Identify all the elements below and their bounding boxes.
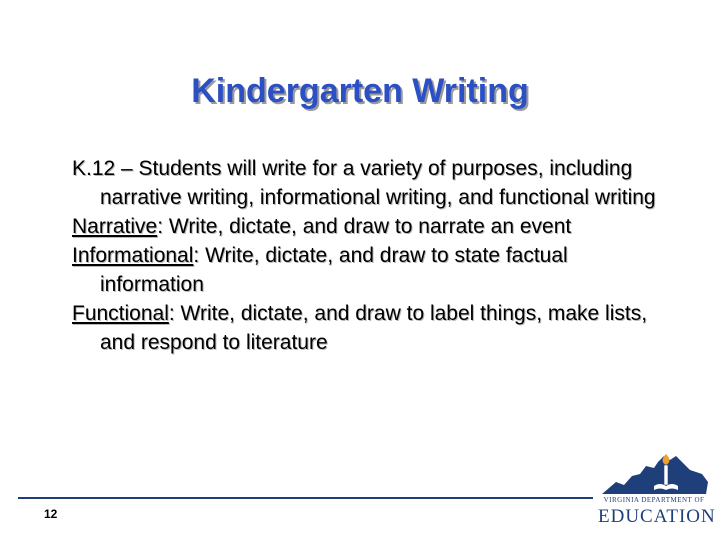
slide-body [72, 154, 672, 357]
narrative-term: Narrative [72, 215, 158, 238]
logo-text-line1: VIRGINIA DEPARTMENT OF [603, 496, 705, 504]
narrative-paragraph [72, 212, 672, 241]
informational-paragraph [72, 241, 672, 299]
page-number: 12 [44, 507, 58, 521]
informational-description: : Write, dictate, and draw to state factual information [100, 244, 568, 296]
vdoe-logo [598, 452, 716, 534]
logo-text-line2: EDUCATION [598, 506, 716, 527]
virginia-state-icon [598, 452, 710, 498]
functional-description: : Write, dictate, and draw to label things, make lists, and respond to literature [100, 302, 648, 354]
functional-paragraph [72, 299, 672, 357]
footer-divider [18, 497, 593, 499]
narrative-description: : Write, dictate, and draw to narrate an event [157, 215, 572, 238]
standard-paragraph: K.12 – Students will write for a variety of purposes, including narrative writing, informational writing, and functional writing [72, 157, 656, 209]
informational-term: Informational [72, 244, 194, 267]
functional-term: Functional [72, 302, 169, 325]
slide-title: Kindergarten Writing [191, 72, 529, 110]
